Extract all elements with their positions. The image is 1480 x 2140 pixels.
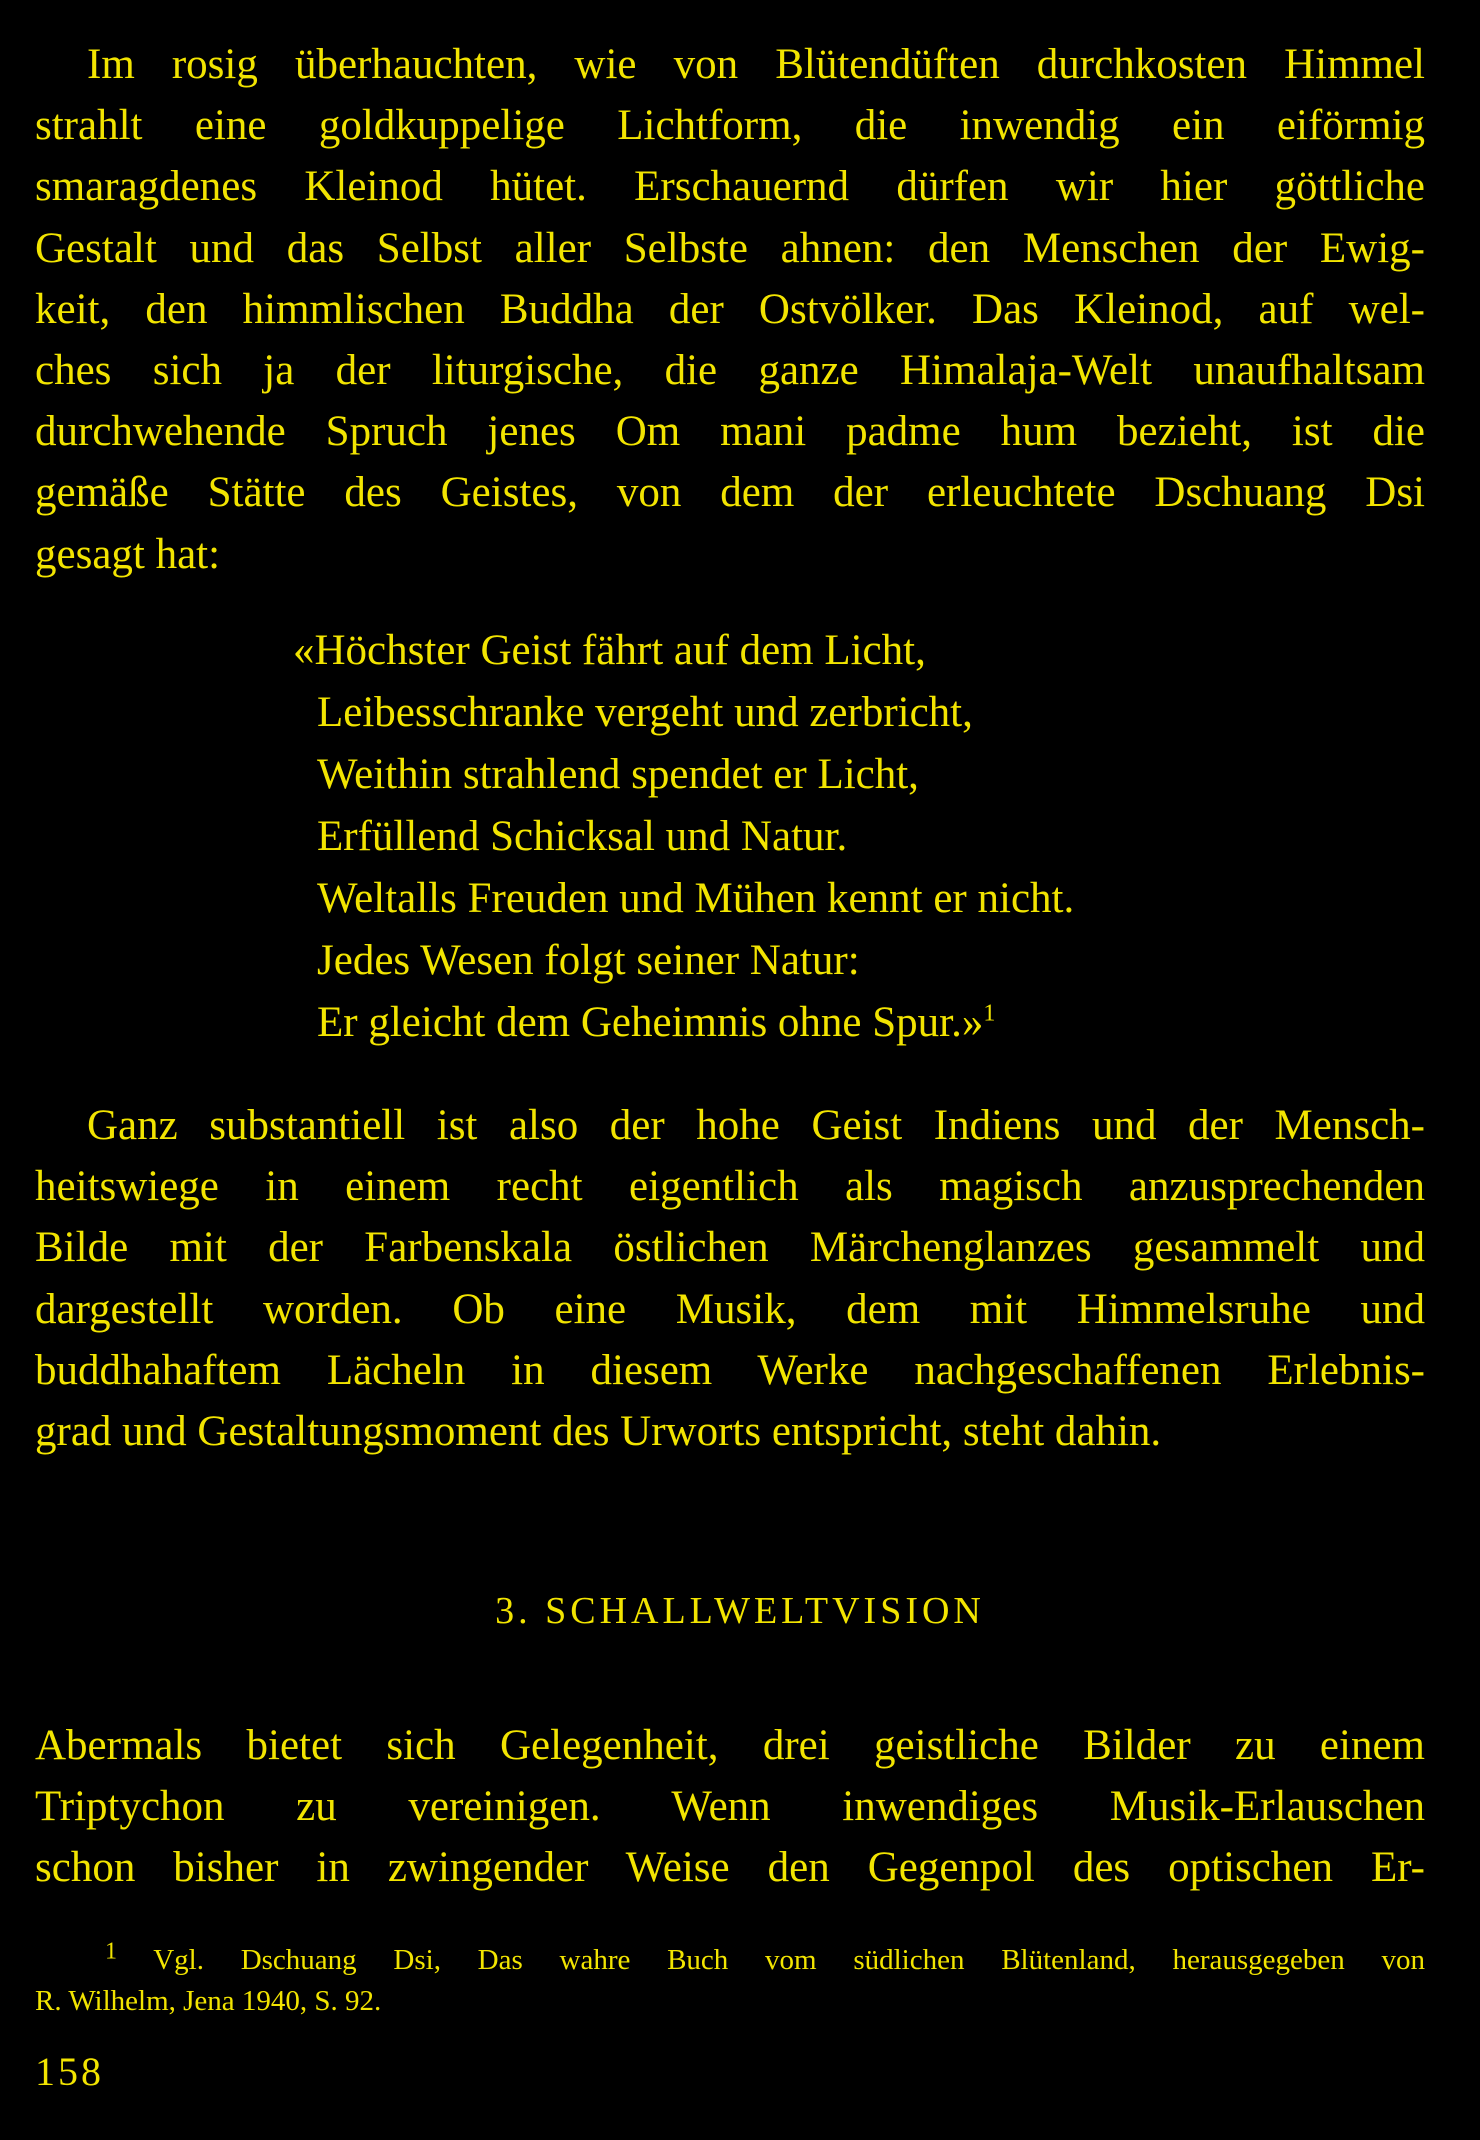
poem-last-line: [293, 992, 1074, 1054]
paragraph-2-line: Ganz substantiell ist also der hohe Geist Indiens und der Mensch-: [87, 1102, 1425, 1149]
paragraph-3: [35, 1715, 1425, 1899]
footnote-reference[interactable]: 1: [983, 1000, 996, 1027]
paragraph-1-line: strahlt eine goldkuppelige Lichtform, die inwendig ein eiförmig: [35, 102, 1425, 150]
paragraph-1-line: gemäße Stätte des Geistes, von dem der erleuchtete Dschuang Dsi: [35, 469, 1425, 517]
poem-line: Weltalls Freuden und Mühen kennt er nicht.: [317, 875, 1075, 922]
poem-line: Jedes Wesen folgt seiner Natur:: [317, 937, 860, 984]
paragraph-3-line: schon bisher in zwingender Weise den Gegenpol des optischen Er-: [35, 1844, 1425, 1892]
paragraph-2: [35, 1095, 1425, 1462]
footnote-text: Vgl. Dschuang Dsi, Das wahre Buch vom südlichen Blütenland, herausgegeben von: [153, 1944, 1425, 1976]
poem-line: Erfüllend Schicksal und Natur.: [317, 813, 848, 860]
paragraph-3-line: Abermals bietet sich Gelegenheit, drei geistliche Bilder zu einem: [35, 1722, 1425, 1769]
poem-quote: [293, 620, 1074, 1054]
poem-line: Er gleicht dem Geheimnis ohne Spur.»: [317, 999, 984, 1046]
paragraph-1-line: Im rosig überhauchten, wie von Blütendüften durchkosten Himmel: [87, 41, 1425, 88]
paragraph-1-line: durchwehende Spruch jenes Om mani padme hum bezieht, ist die: [35, 408, 1425, 456]
poem-line: «Höchster Geist fährt auf dem Licht,: [293, 627, 926, 674]
paragraph-2-line: dargestellt worden. Ob eine Musik, dem mit Himmelsruhe und: [35, 1285, 1425, 1333]
footnote-line: [35, 1940, 1425, 1981]
paragraph-1-line: smaragdenes Kleinod hütet. Erschauernd dürfen wir hier göttliche: [35, 163, 1425, 211]
footnote-mark: 1: [105, 1938, 117, 1965]
paragraph-2-line: Bilde mit der Farbenskala östlichen Märchenglanzes gesammelt und: [35, 1224, 1425, 1272]
paragraph-2-line: buddhahaftem Lächeln in diesem Werke nachgeschaffenen Erlebnis-: [35, 1346, 1425, 1394]
paragraph-3-line: Triptychon zu vereinigen. Wenn inwendiges Musik-Erlauschen: [35, 1783, 1425, 1831]
paragraph-1-line: ches sich ja der liturgische, die ganze Himalaja-Welt unaufhaltsam: [35, 346, 1425, 394]
paragraph-1-line: Gestalt und das Selbst aller Selbste ahnen: den Menschen der Ewig-: [35, 224, 1425, 272]
poem-line: Leibesschranke vergeht und zerbricht,: [317, 689, 973, 736]
footnote-line: R. Wilhelm, Jena 1940, S. 92.: [35, 1985, 382, 2017]
poem-line: Weithin strahlend spendet er Licht,: [317, 751, 919, 798]
page-number: 158: [35, 2049, 104, 2094]
section-heading: 3. SCHALLWELTVISION: [495, 1590, 985, 1632]
paragraph-1: [35, 34, 1425, 585]
paragraph-1-line: keit, den himmlischen Buddha der Ostvölker. Das Kleinod, auf wel-: [35, 285, 1425, 333]
paragraph-2-line: heitswiege in einem recht eigentlich als magisch anzusprechenden: [35, 1163, 1425, 1211]
paragraph-2-line: grad und Gestaltungsmoment des Urworts entspricht, steht dahin.: [35, 1407, 1162, 1455]
paragraph-1-line: gesagt hat:: [35, 530, 221, 578]
footnote: [35, 1940, 1425, 2022]
